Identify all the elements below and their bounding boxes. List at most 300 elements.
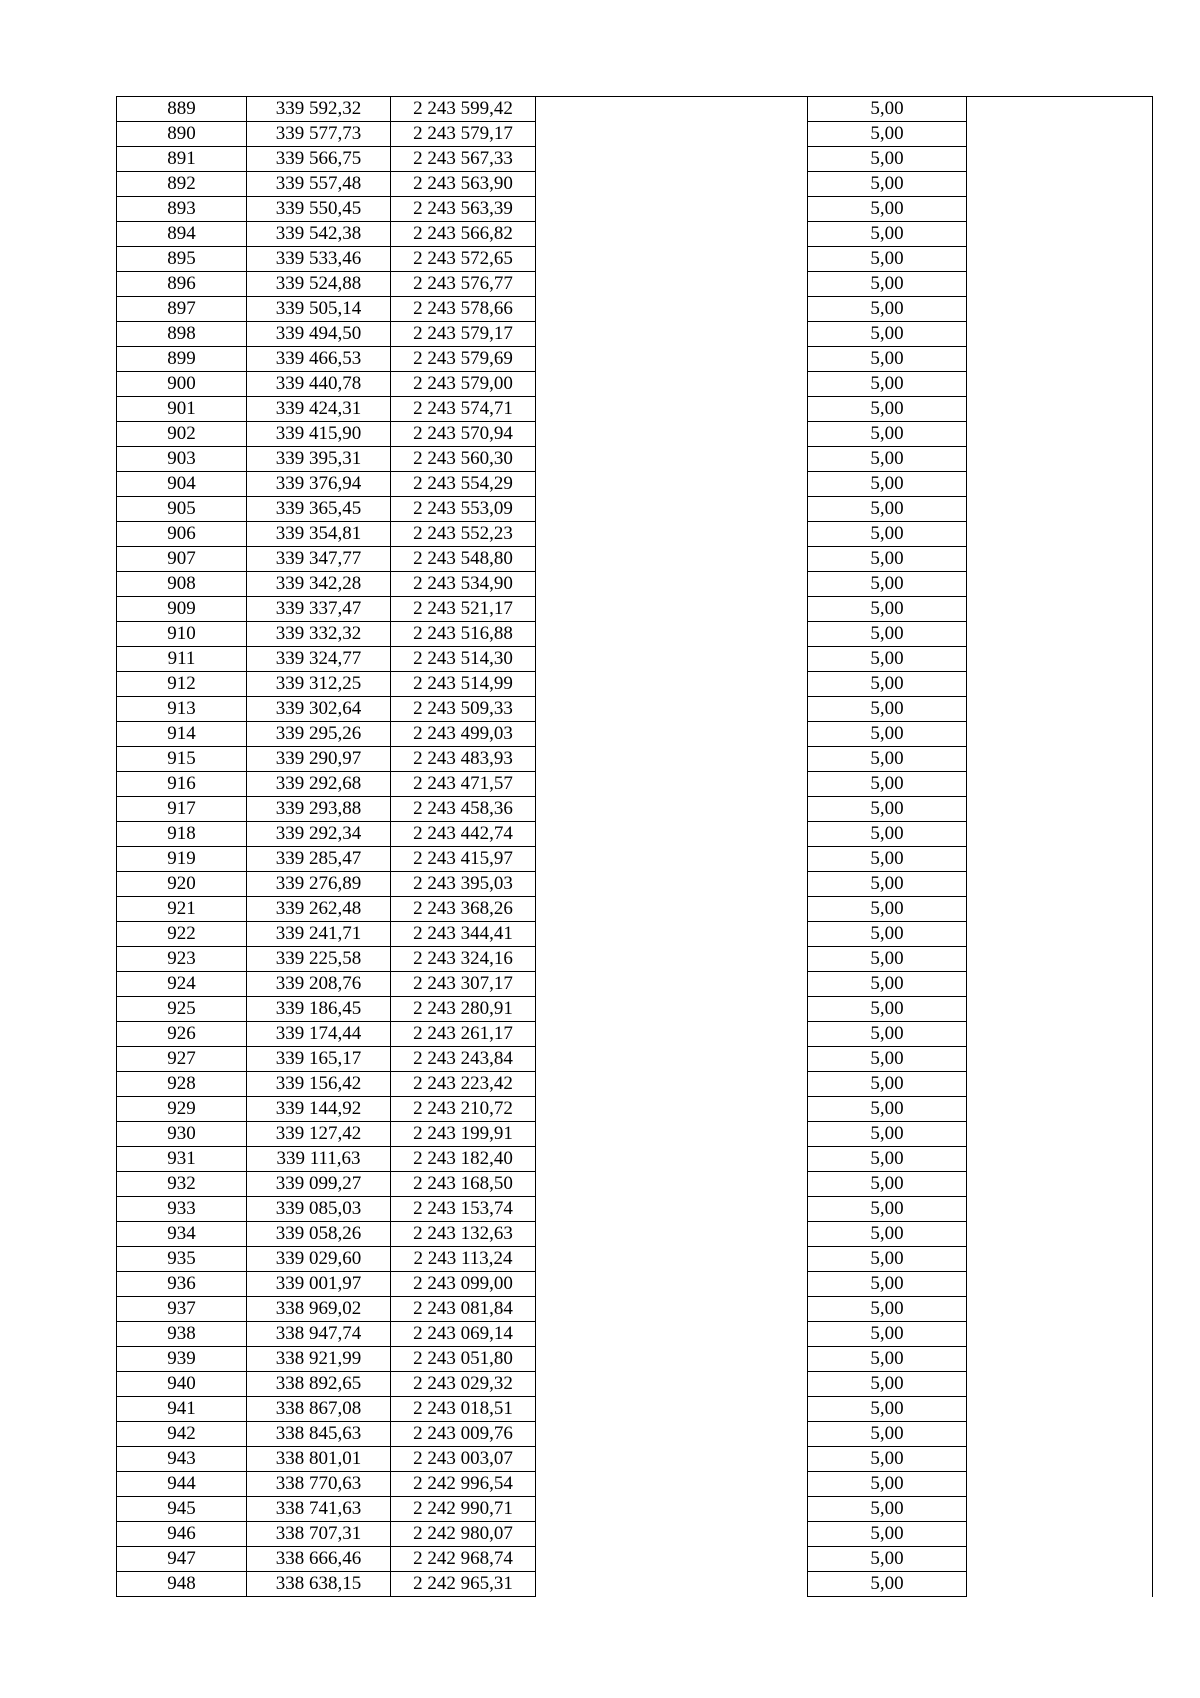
cell-x-coordinate: 339 395,31 [247, 447, 391, 472]
cell-point-number: 923 [117, 947, 247, 972]
cell-point-number: 943 [117, 1447, 247, 1472]
cell-x-coordinate: 339 165,17 [247, 1047, 391, 1072]
cell-note-column [967, 472, 1153, 497]
cell-note-column [967, 1497, 1153, 1522]
cell-empty-column [536, 997, 808, 1022]
cell-note-column [967, 172, 1153, 197]
cell-y-coordinate: 2 243 051,80 [391, 1347, 536, 1372]
cell-note-column [967, 1422, 1153, 1447]
cell-note-column [967, 1397, 1153, 1422]
table-row [117, 397, 1153, 422]
cell-y-coordinate: 2 243 567,33 [391, 147, 536, 172]
cell-accuracy-value: 5,00 [808, 522, 967, 547]
cell-x-coordinate: 339 290,97 [247, 747, 391, 772]
cell-note-column [967, 1247, 1153, 1272]
cell-point-number: 897 [117, 297, 247, 322]
cell-empty-column [536, 822, 808, 847]
cell-point-number: 932 [117, 1172, 247, 1197]
cell-note-column [967, 1022, 1153, 1047]
cell-x-coordinate: 339 524,88 [247, 272, 391, 297]
cell-y-coordinate: 2 243 099,00 [391, 1272, 536, 1297]
cell-point-number: 944 [117, 1472, 247, 1497]
cell-note-column [967, 1447, 1153, 1472]
cell-y-coordinate: 2 242 965,31 [391, 1572, 536, 1597]
cell-x-coordinate: 339 337,47 [247, 597, 391, 622]
cell-accuracy-value: 5,00 [808, 1497, 967, 1522]
cell-y-coordinate: 2 242 980,07 [391, 1522, 536, 1547]
cell-empty-column [536, 1072, 808, 1097]
coordinates-table [116, 96, 1153, 1597]
table-row [117, 372, 1153, 397]
cell-accuracy-value: 5,00 [808, 447, 967, 472]
cell-empty-column [536, 247, 808, 272]
cell-x-coordinate: 339 440,78 [247, 372, 391, 397]
cell-accuracy-value: 5,00 [808, 597, 967, 622]
cell-note-column [967, 1297, 1153, 1322]
cell-y-coordinate: 2 243 563,39 [391, 197, 536, 222]
cell-x-coordinate: 339 332,32 [247, 622, 391, 647]
cell-point-number: 890 [117, 122, 247, 147]
cell-note-column [967, 747, 1153, 772]
cell-y-coordinate: 2 243 243,84 [391, 1047, 536, 1072]
cell-accuracy-value: 5,00 [808, 1247, 967, 1272]
cell-note-column [967, 1072, 1153, 1097]
cell-point-number: 901 [117, 397, 247, 422]
cell-note-column [967, 97, 1153, 122]
table-row [117, 897, 1153, 922]
cell-empty-column [536, 1547, 808, 1572]
cell-accuracy-value: 5,00 [808, 1022, 967, 1047]
cell-note-column [967, 822, 1153, 847]
cell-point-number: 927 [117, 1047, 247, 1072]
table-row [117, 147, 1153, 172]
table-row [117, 1172, 1153, 1197]
cell-point-number: 889 [117, 97, 247, 122]
cell-y-coordinate: 2 243 223,42 [391, 1072, 536, 1097]
table-row [117, 1547, 1153, 1572]
cell-empty-column [536, 372, 808, 397]
cell-accuracy-value: 5,00 [808, 747, 967, 772]
table-row [117, 697, 1153, 722]
cell-empty-column [536, 1247, 808, 1272]
cell-x-coordinate: 339 292,68 [247, 772, 391, 797]
cell-point-number: 902 [117, 422, 247, 447]
cell-x-coordinate: 338 892,65 [247, 1372, 391, 1397]
cell-accuracy-value: 5,00 [808, 1072, 967, 1097]
cell-y-coordinate: 2 243 553,09 [391, 497, 536, 522]
table-row [117, 1222, 1153, 1247]
cell-empty-column [536, 347, 808, 372]
cell-x-coordinate: 339 292,34 [247, 822, 391, 847]
cell-x-coordinate: 339 111,63 [247, 1147, 391, 1172]
cell-note-column [967, 1572, 1153, 1597]
cell-accuracy-value: 5,00 [808, 322, 967, 347]
cell-accuracy-value: 5,00 [808, 1172, 967, 1197]
cell-empty-column [536, 447, 808, 472]
cell-note-column [967, 697, 1153, 722]
cell-accuracy-value: 5,00 [808, 97, 967, 122]
cell-accuracy-value: 5,00 [808, 822, 967, 847]
cell-empty-column [536, 1522, 808, 1547]
cell-x-coordinate: 338 707,31 [247, 1522, 391, 1547]
cell-point-number: 946 [117, 1522, 247, 1547]
table-row [117, 947, 1153, 972]
cell-accuracy-value: 5,00 [808, 1122, 967, 1147]
table-row [117, 297, 1153, 322]
cell-y-coordinate: 2 243 182,40 [391, 1147, 536, 1172]
cell-empty-column [536, 1272, 808, 1297]
cell-y-coordinate: 2 243 579,17 [391, 322, 536, 347]
table-row [117, 1497, 1153, 1522]
cell-x-coordinate: 339 225,58 [247, 947, 391, 972]
cell-empty-column [536, 547, 808, 572]
cell-empty-column [536, 1497, 808, 1522]
cell-x-coordinate: 339 592,32 [247, 97, 391, 122]
cell-y-coordinate: 2 243 563,90 [391, 172, 536, 197]
cell-y-coordinate: 2 243 168,50 [391, 1172, 536, 1197]
cell-note-column [967, 972, 1153, 997]
cell-point-number: 899 [117, 347, 247, 372]
cell-note-column [967, 1047, 1153, 1072]
cell-note-column [967, 872, 1153, 897]
cell-y-coordinate: 2 243 113,24 [391, 1247, 536, 1272]
cell-x-coordinate: 339 533,46 [247, 247, 391, 272]
cell-accuracy-value: 5,00 [808, 1347, 967, 1372]
cell-y-coordinate: 2 243 560,30 [391, 447, 536, 472]
cell-point-number: 895 [117, 247, 247, 272]
cell-empty-column [536, 322, 808, 347]
cell-empty-column [536, 1422, 808, 1447]
cell-x-coordinate: 339 376,94 [247, 472, 391, 497]
cell-x-coordinate: 339 302,64 [247, 697, 391, 722]
cell-x-coordinate: 339 342,28 [247, 572, 391, 597]
cell-accuracy-value: 5,00 [808, 572, 967, 597]
table-row [117, 1147, 1153, 1172]
table-row [117, 272, 1153, 297]
cell-x-coordinate: 339 354,81 [247, 522, 391, 547]
cell-accuracy-value: 5,00 [808, 1397, 967, 1422]
cell-x-coordinate: 339 550,45 [247, 197, 391, 222]
table-row [117, 847, 1153, 872]
table-row [117, 872, 1153, 897]
cell-y-coordinate: 2 243 018,51 [391, 1397, 536, 1422]
cell-empty-column [536, 1397, 808, 1422]
cell-accuracy-value: 5,00 [808, 647, 967, 672]
table-row [117, 1322, 1153, 1347]
cell-note-column [967, 247, 1153, 272]
cell-empty-column [536, 272, 808, 297]
cell-x-coordinate: 338 947,74 [247, 1322, 391, 1347]
cell-y-coordinate: 2 243 415,97 [391, 847, 536, 872]
cell-empty-column [536, 1372, 808, 1397]
cell-point-number: 910 [117, 622, 247, 647]
table-row [117, 1197, 1153, 1222]
cell-accuracy-value: 5,00 [808, 897, 967, 922]
cell-point-number: 900 [117, 372, 247, 397]
cell-note-column [967, 1122, 1153, 1147]
cell-y-coordinate: 2 243 069,14 [391, 1322, 536, 1347]
cell-point-number: 924 [117, 972, 247, 997]
cell-point-number: 914 [117, 722, 247, 747]
cell-x-coordinate: 339 099,27 [247, 1172, 391, 1197]
cell-note-column [967, 1197, 1153, 1222]
cell-accuracy-value: 5,00 [808, 1372, 967, 1397]
cell-x-coordinate: 338 770,63 [247, 1472, 391, 1497]
table-row [117, 647, 1153, 672]
cell-y-coordinate: 2 243 570,94 [391, 422, 536, 447]
table-row [117, 1297, 1153, 1322]
cell-x-coordinate: 339 156,42 [247, 1072, 391, 1097]
table-row [117, 1422, 1153, 1447]
cell-y-coordinate: 2 243 576,77 [391, 272, 536, 297]
cell-y-coordinate: 2 243 574,71 [391, 397, 536, 422]
cell-empty-column [536, 1222, 808, 1247]
cell-accuracy-value: 5,00 [808, 472, 967, 497]
cell-note-column [967, 1097, 1153, 1122]
cell-empty-column [536, 722, 808, 747]
cell-empty-column [536, 197, 808, 222]
cell-x-coordinate: 339 295,26 [247, 722, 391, 747]
cell-x-coordinate: 339 285,47 [247, 847, 391, 872]
cell-point-number: 948 [117, 1572, 247, 1597]
cell-y-coordinate: 2 243 009,76 [391, 1422, 536, 1447]
cell-point-number: 894 [117, 222, 247, 247]
table-row [117, 322, 1153, 347]
table-row [117, 722, 1153, 747]
cell-accuracy-value: 5,00 [808, 772, 967, 797]
cell-empty-column [536, 622, 808, 647]
cell-y-coordinate: 2 243 442,74 [391, 822, 536, 847]
cell-accuracy-value: 5,00 [808, 422, 967, 447]
cell-x-coordinate: 338 845,63 [247, 1422, 391, 1447]
cell-x-coordinate: 339 365,45 [247, 497, 391, 522]
table-row [117, 1522, 1153, 1547]
cell-x-coordinate: 339 174,44 [247, 1022, 391, 1047]
cell-x-coordinate: 339 324,77 [247, 647, 391, 672]
cell-note-column [967, 797, 1153, 822]
cell-point-number: 930 [117, 1122, 247, 1147]
cell-note-column [967, 1322, 1153, 1347]
cell-accuracy-value: 5,00 [808, 1272, 967, 1297]
cell-accuracy-value: 5,00 [808, 1297, 967, 1322]
cell-y-coordinate: 2 243 578,66 [391, 297, 536, 322]
cell-point-number: 913 [117, 697, 247, 722]
cell-empty-column [536, 972, 808, 997]
cell-point-number: 909 [117, 597, 247, 622]
cell-point-number: 934 [117, 1222, 247, 1247]
cell-note-column [967, 197, 1153, 222]
cell-y-coordinate: 2 243 548,80 [391, 547, 536, 572]
table-row [117, 1272, 1153, 1297]
cell-empty-column [536, 947, 808, 972]
cell-y-coordinate: 2 243 307,17 [391, 972, 536, 997]
table-row [117, 1072, 1153, 1097]
cell-y-coordinate: 2 243 514,30 [391, 647, 536, 672]
cell-empty-column [536, 122, 808, 147]
cell-accuracy-value: 5,00 [808, 922, 967, 947]
cell-point-number: 940 [117, 1372, 247, 1397]
cell-y-coordinate: 2 243 471,57 [391, 772, 536, 797]
cell-accuracy-value: 5,00 [808, 172, 967, 197]
cell-y-coordinate: 2 243 509,33 [391, 697, 536, 722]
cell-empty-column [536, 97, 808, 122]
cell-accuracy-value: 5,00 [808, 872, 967, 897]
cell-x-coordinate: 339 494,50 [247, 322, 391, 347]
cell-note-column [967, 447, 1153, 472]
table-row [117, 447, 1153, 472]
cell-x-coordinate: 339 208,76 [247, 972, 391, 997]
cell-y-coordinate: 2 243 153,74 [391, 1197, 536, 1222]
cell-point-number: 908 [117, 572, 247, 597]
cell-x-coordinate: 339 144,92 [247, 1097, 391, 1122]
cell-accuracy-value: 5,00 [808, 1522, 967, 1547]
cell-note-column [967, 297, 1153, 322]
cell-point-number: 912 [117, 672, 247, 697]
cell-x-coordinate: 338 666,46 [247, 1547, 391, 1572]
cell-accuracy-value: 5,00 [808, 297, 967, 322]
cell-point-number: 916 [117, 772, 247, 797]
cell-point-number: 893 [117, 197, 247, 222]
cell-empty-column [536, 772, 808, 797]
cell-y-coordinate: 2 243 599,42 [391, 97, 536, 122]
cell-accuracy-value: 5,00 [808, 1097, 967, 1122]
table-row [117, 472, 1153, 497]
cell-y-coordinate: 2 243 514,99 [391, 672, 536, 697]
cell-note-column [967, 1472, 1153, 1497]
cell-note-column [967, 322, 1153, 347]
cell-accuracy-value: 5,00 [808, 697, 967, 722]
cell-accuracy-value: 5,00 [808, 1222, 967, 1247]
cell-point-number: 942 [117, 1422, 247, 1447]
cell-note-column [967, 522, 1153, 547]
cell-x-coordinate: 339 466,53 [247, 347, 391, 372]
cell-point-number: 919 [117, 847, 247, 872]
cell-point-number: 903 [117, 447, 247, 472]
cell-point-number: 891 [117, 147, 247, 172]
cell-x-coordinate: 339 505,14 [247, 297, 391, 322]
cell-point-number: 933 [117, 1197, 247, 1222]
table-row [117, 822, 1153, 847]
cell-accuracy-value: 5,00 [808, 547, 967, 572]
cell-accuracy-value: 5,00 [808, 497, 967, 522]
cell-empty-column [536, 1447, 808, 1472]
cell-point-number: 892 [117, 172, 247, 197]
cell-x-coordinate: 339 241,71 [247, 922, 391, 947]
cell-y-coordinate: 2 243 579,17 [391, 122, 536, 147]
cell-accuracy-value: 5,00 [808, 1422, 967, 1447]
cell-accuracy-value: 5,00 [808, 397, 967, 422]
cell-note-column [967, 272, 1153, 297]
cell-note-column [967, 897, 1153, 922]
cell-note-column [967, 147, 1153, 172]
cell-empty-column [536, 897, 808, 922]
table-row [117, 1447, 1153, 1472]
cell-empty-column [536, 1097, 808, 1122]
cell-note-column [967, 222, 1153, 247]
cell-accuracy-value: 5,00 [808, 672, 967, 697]
cell-x-coordinate: 339 293,88 [247, 797, 391, 822]
cell-y-coordinate: 2 243 081,84 [391, 1297, 536, 1322]
cell-empty-column [536, 522, 808, 547]
cell-x-coordinate: 338 741,63 [247, 1497, 391, 1522]
cell-point-number: 905 [117, 497, 247, 522]
cell-empty-column [536, 497, 808, 522]
cell-empty-column [536, 922, 808, 947]
cell-note-column [967, 722, 1153, 747]
cell-empty-column [536, 172, 808, 197]
cell-accuracy-value: 5,00 [808, 197, 967, 222]
table-row [117, 197, 1153, 222]
cell-x-coordinate: 339 347,77 [247, 547, 391, 572]
cell-note-column [967, 922, 1153, 947]
cell-empty-column [536, 472, 808, 497]
cell-point-number: 935 [117, 1247, 247, 1272]
cell-x-coordinate: 339 577,73 [247, 122, 391, 147]
cell-y-coordinate: 2 243 261,17 [391, 1022, 536, 1047]
cell-x-coordinate: 339 186,45 [247, 997, 391, 1022]
cell-accuracy-value: 5,00 [808, 722, 967, 747]
cell-note-column [967, 372, 1153, 397]
cell-x-coordinate: 339 415,90 [247, 422, 391, 447]
cell-empty-column [536, 1022, 808, 1047]
cell-empty-column [536, 597, 808, 622]
cell-empty-column [536, 1297, 808, 1322]
cell-point-number: 939 [117, 1347, 247, 1372]
cell-x-coordinate: 338 867,08 [247, 1397, 391, 1422]
cell-point-number: 945 [117, 1497, 247, 1522]
cell-x-coordinate: 339 566,75 [247, 147, 391, 172]
table-row [117, 797, 1153, 822]
cell-empty-column [536, 397, 808, 422]
cell-accuracy-value: 5,00 [808, 1197, 967, 1222]
cell-point-number: 926 [117, 1022, 247, 1047]
table-row [117, 572, 1153, 597]
table-row [117, 772, 1153, 797]
cell-y-coordinate: 2 243 324,16 [391, 947, 536, 972]
table-row [117, 1047, 1153, 1072]
table-body [117, 97, 1153, 1597]
cell-note-column [967, 847, 1153, 872]
cell-note-column [967, 422, 1153, 447]
cell-note-column [967, 347, 1153, 372]
cell-empty-column [536, 1347, 808, 1372]
cell-point-number: 937 [117, 1297, 247, 1322]
cell-empty-column [536, 747, 808, 772]
cell-y-coordinate: 2 243 199,91 [391, 1122, 536, 1147]
cell-y-coordinate: 2 243 210,72 [391, 1097, 536, 1122]
table-row [117, 1372, 1153, 1397]
cell-y-coordinate: 2 243 344,41 [391, 922, 536, 947]
cell-empty-column [536, 422, 808, 447]
cell-y-coordinate: 2 242 996,54 [391, 1472, 536, 1497]
cell-x-coordinate: 338 969,02 [247, 1297, 391, 1322]
cell-empty-column [536, 1147, 808, 1172]
cell-accuracy-value: 5,00 [808, 947, 967, 972]
table-row [117, 672, 1153, 697]
cell-empty-column [536, 1172, 808, 1197]
cell-y-coordinate: 2 243 483,93 [391, 747, 536, 772]
cell-x-coordinate: 339 542,38 [247, 222, 391, 247]
cell-note-column [967, 1522, 1153, 1547]
cell-point-number: 925 [117, 997, 247, 1022]
cell-y-coordinate: 2 243 534,90 [391, 572, 536, 597]
table-row [117, 522, 1153, 547]
cell-point-number: 936 [117, 1272, 247, 1297]
cell-x-coordinate: 339 312,25 [247, 672, 391, 697]
cell-empty-column [536, 1472, 808, 1497]
cell-empty-column [536, 297, 808, 322]
cell-point-number: 929 [117, 1097, 247, 1122]
